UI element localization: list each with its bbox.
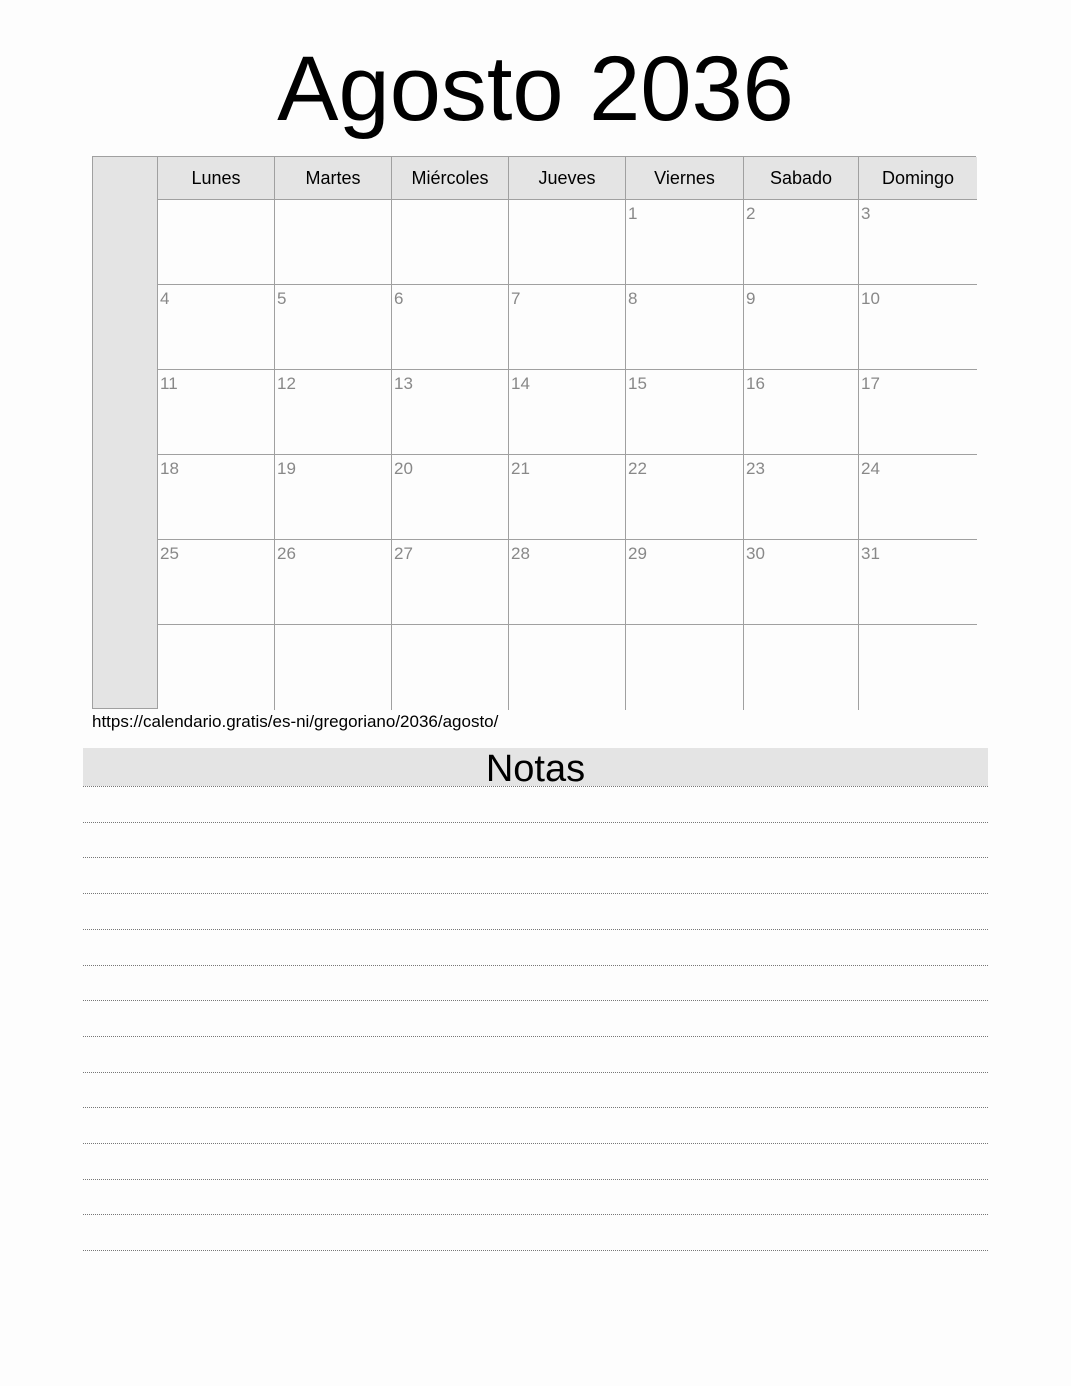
day-number: 15 bbox=[628, 374, 647, 393]
day-number: 11 bbox=[160, 374, 178, 393]
day-number: 23 bbox=[746, 459, 765, 478]
weekday-header: Miércoles bbox=[392, 157, 509, 200]
day-cell[interactable] bbox=[275, 370, 392, 455]
day-number: 4 bbox=[160, 289, 170, 308]
day-number: 17 bbox=[861, 374, 880, 393]
day-number: 19 bbox=[277, 459, 296, 478]
weekday-header: Jueves bbox=[509, 157, 626, 200]
day-cell[interactable] bbox=[626, 285, 744, 370]
note-line[interactable] bbox=[83, 1250, 988, 1251]
day-cell[interactable] bbox=[392, 370, 509, 455]
note-line[interactable] bbox=[83, 929, 988, 930]
day-cell[interactable] bbox=[744, 370, 859, 455]
weekday-header: Domingo bbox=[859, 157, 977, 200]
note-line[interactable] bbox=[83, 822, 988, 823]
day-number: 27 bbox=[394, 544, 413, 563]
day-number: 2 bbox=[746, 204, 756, 223]
day-cell[interactable] bbox=[158, 625, 275, 710]
day-number: 20 bbox=[394, 459, 413, 478]
day-number: 24 bbox=[861, 459, 880, 478]
day-cell[interactable] bbox=[509, 370, 626, 455]
day-cell[interactable] bbox=[859, 455, 977, 540]
day-cell[interactable] bbox=[626, 625, 744, 710]
day-cell[interactable] bbox=[275, 455, 392, 540]
day-cell[interactable] bbox=[392, 285, 509, 370]
page-title: Agosto 2036 bbox=[277, 38, 794, 140]
day-number: 14 bbox=[511, 374, 530, 393]
note-line[interactable] bbox=[83, 1179, 988, 1180]
day-cell[interactable] bbox=[626, 200, 744, 285]
day-cell[interactable] bbox=[859, 370, 977, 455]
day-number: 16 bbox=[746, 374, 765, 393]
note-line[interactable] bbox=[83, 1036, 988, 1037]
day-cell[interactable] bbox=[158, 200, 275, 285]
notes-heading: Notas bbox=[83, 748, 988, 786]
note-line[interactable] bbox=[83, 1143, 988, 1144]
month-grid bbox=[158, 157, 975, 708]
day-number: 25 bbox=[160, 544, 179, 563]
note-line[interactable] bbox=[83, 965, 988, 966]
day-number: 5 bbox=[277, 289, 287, 308]
note-line[interactable] bbox=[83, 786, 988, 787]
note-line[interactable] bbox=[83, 1107, 988, 1108]
day-cell[interactable] bbox=[275, 200, 392, 285]
day-cell[interactable] bbox=[626, 455, 744, 540]
day-number: 18 bbox=[160, 459, 179, 478]
day-cell[interactable] bbox=[392, 625, 509, 710]
note-line[interactable] bbox=[83, 1000, 988, 1001]
day-number: 21 bbox=[511, 459, 530, 478]
day-cell[interactable] bbox=[859, 625, 977, 710]
day-number: 7 bbox=[511, 289, 521, 308]
note-line[interactable] bbox=[83, 893, 988, 894]
day-number: 26 bbox=[277, 544, 296, 563]
day-cell[interactable] bbox=[859, 285, 977, 370]
note-line[interactable] bbox=[83, 857, 988, 858]
day-cell[interactable] bbox=[275, 285, 392, 370]
day-cell[interactable] bbox=[392, 540, 509, 625]
day-number: 29 bbox=[628, 544, 647, 563]
day-cell[interactable] bbox=[509, 200, 626, 285]
day-cell[interactable] bbox=[744, 455, 859, 540]
day-cell[interactable] bbox=[509, 625, 626, 710]
source-url[interactable]: https://calendario.gratis/es-ni/gregoriano/2036/agosto/ bbox=[92, 712, 499, 731]
weekday-header: Viernes bbox=[626, 157, 744, 200]
day-number: 22 bbox=[628, 459, 647, 478]
calendar-grid bbox=[92, 156, 976, 709]
day-cell[interactable] bbox=[626, 370, 744, 455]
day-cell[interactable] bbox=[392, 455, 509, 540]
day-cell[interactable] bbox=[275, 540, 392, 625]
day-number: 31 bbox=[861, 544, 880, 563]
weekday-header: Sabado bbox=[744, 157, 859, 200]
day-cell[interactable] bbox=[392, 200, 509, 285]
day-cell[interactable] bbox=[158, 285, 275, 370]
day-cell[interactable] bbox=[275, 625, 392, 710]
day-number: 30 bbox=[746, 544, 765, 563]
day-cell[interactable] bbox=[158, 455, 275, 540]
day-number: 10 bbox=[861, 289, 880, 308]
day-number: 9 bbox=[746, 289, 756, 308]
day-cell[interactable] bbox=[744, 540, 859, 625]
day-number: 28 bbox=[511, 544, 530, 563]
day-cell[interactable] bbox=[158, 540, 275, 625]
day-cell[interactable] bbox=[744, 625, 859, 710]
day-number: 8 bbox=[628, 289, 638, 308]
weekday-header: Martes bbox=[275, 157, 392, 200]
day-cell[interactable] bbox=[158, 370, 275, 455]
day-cell[interactable] bbox=[859, 200, 977, 285]
day-number: 12 bbox=[277, 374, 296, 393]
day-number: 6 bbox=[394, 289, 404, 308]
day-number: 13 bbox=[394, 374, 413, 393]
week-number-column bbox=[93, 157, 158, 708]
weekday-header: Lunes bbox=[158, 157, 275, 200]
day-cell[interactable] bbox=[859, 540, 977, 625]
day-number: 1 bbox=[628, 204, 638, 223]
day-number: 3 bbox=[861, 204, 871, 223]
day-cell[interactable] bbox=[626, 540, 744, 625]
day-cell[interactable] bbox=[509, 455, 626, 540]
note-line[interactable] bbox=[83, 1214, 988, 1215]
note-line[interactable] bbox=[83, 1072, 988, 1073]
day-cell[interactable] bbox=[509, 540, 626, 625]
day-cell[interactable] bbox=[509, 285, 626, 370]
day-cell[interactable] bbox=[744, 200, 859, 285]
day-cell[interactable] bbox=[744, 285, 859, 370]
